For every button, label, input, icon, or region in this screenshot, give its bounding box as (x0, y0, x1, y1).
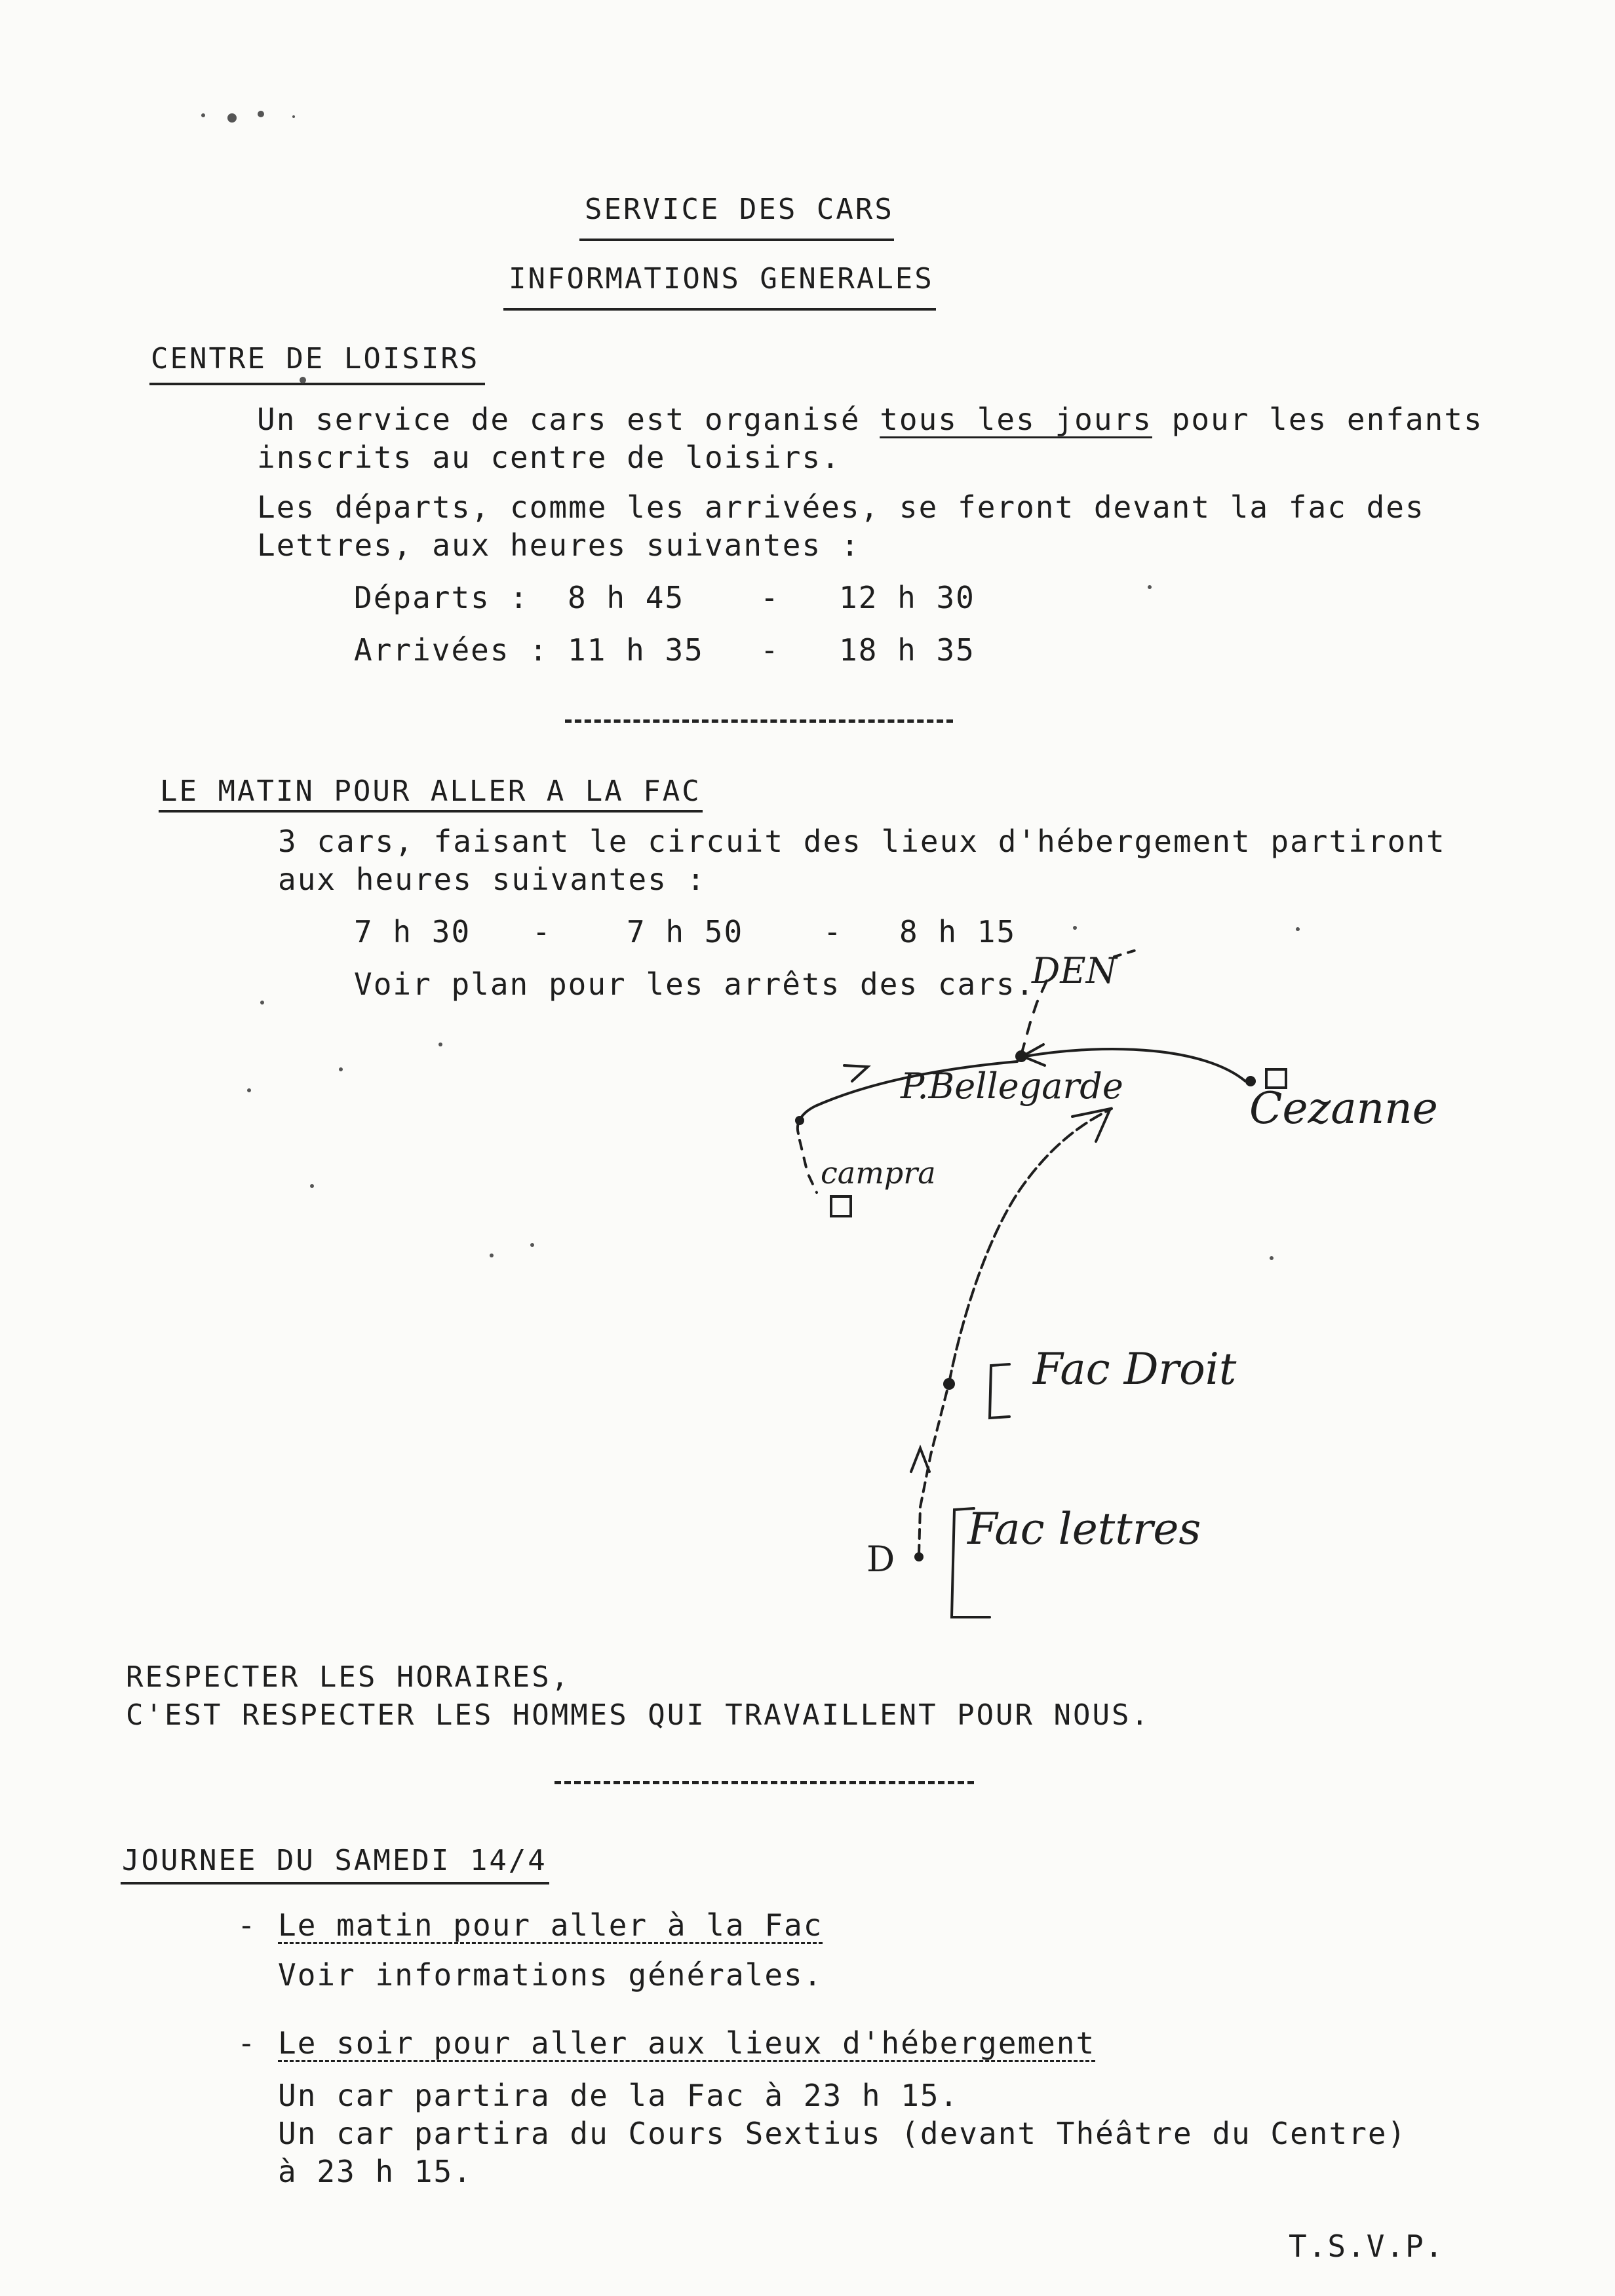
section-heading-samedi: JOURNEE DU SAMEDI 14/4 (122, 1844, 547, 1877)
map-label-bellegarde: P.Bellegarde (901, 1065, 1123, 1107)
matin-time-2: 7 h 50 (627, 914, 744, 949)
centre-p1-post: pour les enfants (1152, 402, 1483, 437)
samedi-item-2-line-1: Un car partira de la Fac à 23 h 15. (278, 2078, 960, 2113)
centre-p1-emphasis: tous les jours (880, 402, 1152, 437)
arrivees-dash: - (760, 632, 780, 668)
samedi-item-2-line-3: à 23 h 15. (278, 2154, 473, 2189)
centre-p1-pre: Un service de cars est organisé (257, 402, 880, 437)
plan-note: Voir plan pour les arrêts des cars. (354, 966, 1036, 1002)
departs-label: Départs : (354, 580, 530, 615)
map-label-d: D (866, 1539, 895, 1580)
section-heading-matin: LE MATIN POUR ALLER A LA FAC (160, 775, 701, 808)
map-label-den: DEN (1032, 950, 1117, 991)
samedi-item-2-line-2: Un car partira du Cours Sextius (devant Théâtre du Centre) (278, 2116, 1407, 2151)
arrivees-time-2: 18 h 35 (839, 632, 975, 668)
arrivees-time-1: 11 h 35 (568, 632, 704, 668)
samedi-bullet-1: - (237, 1907, 257, 1943)
matin-line-1: 3 cars, faisant le circuit des lieux d'hébergement partiront (278, 824, 1446, 859)
map-label-fac-droit: Fac Droit (1033, 1344, 1237, 1394)
map-label-campra: campra (821, 1155, 936, 1191)
matin-line-2: aux heures suivantes : (278, 862, 707, 897)
matin-time-1: 7 h 30 (354, 914, 471, 949)
departs-time-1: 8 h 45 (568, 580, 685, 615)
map-label-cezanne: Cezanne (1249, 1083, 1438, 1134)
centre-paragraph-2-line2: Lettres, aux heures suivantes : (257, 527, 861, 563)
respect-line-1: RESPECTER LES HORAIRES, (126, 1660, 571, 1694)
samedi-bullet-2: - (237, 2025, 257, 2061)
departs-dash: - (760, 580, 780, 615)
page-title: SERVICE DES CARS (585, 193, 894, 226)
matin-dash-1: - (532, 914, 552, 949)
samedi-item-2-title: Le soir pour aller aux lieux d'hébergement (278, 2025, 1096, 2061)
samedi-item-1-title: Le matin pour aller à la Fac (278, 1907, 823, 1943)
map-label-fac-lettres: Fac lettres (967, 1504, 1201, 1554)
arrivees-label: Arrivées : (354, 632, 549, 668)
footer-tsvp: T.S.V.P. (1289, 2229, 1445, 2264)
respect-line-2: C'EST RESPECTER LES HOMMES QUI TRAVAILLENT POUR NOUS. (126, 1698, 1150, 1732)
matin-time-3: 8 h 15 (899, 914, 1017, 949)
centre-paragraph-1-line2: inscrits au centre de loisirs. (257, 440, 841, 475)
departs-time-2: 12 h 30 (839, 580, 975, 615)
samedi-item-1-text: Voir informations générales. (278, 1957, 823, 1993)
section-heading-centre: CENTRE DE LOISIRS (151, 342, 480, 375)
matin-dash-2: - (823, 914, 843, 949)
page-subtitle: INFORMATIONS GENERALES (509, 262, 934, 296)
centre-paragraph-2-line1: Les départs, comme les arrivées, se feront devant la fac des (257, 489, 1425, 525)
